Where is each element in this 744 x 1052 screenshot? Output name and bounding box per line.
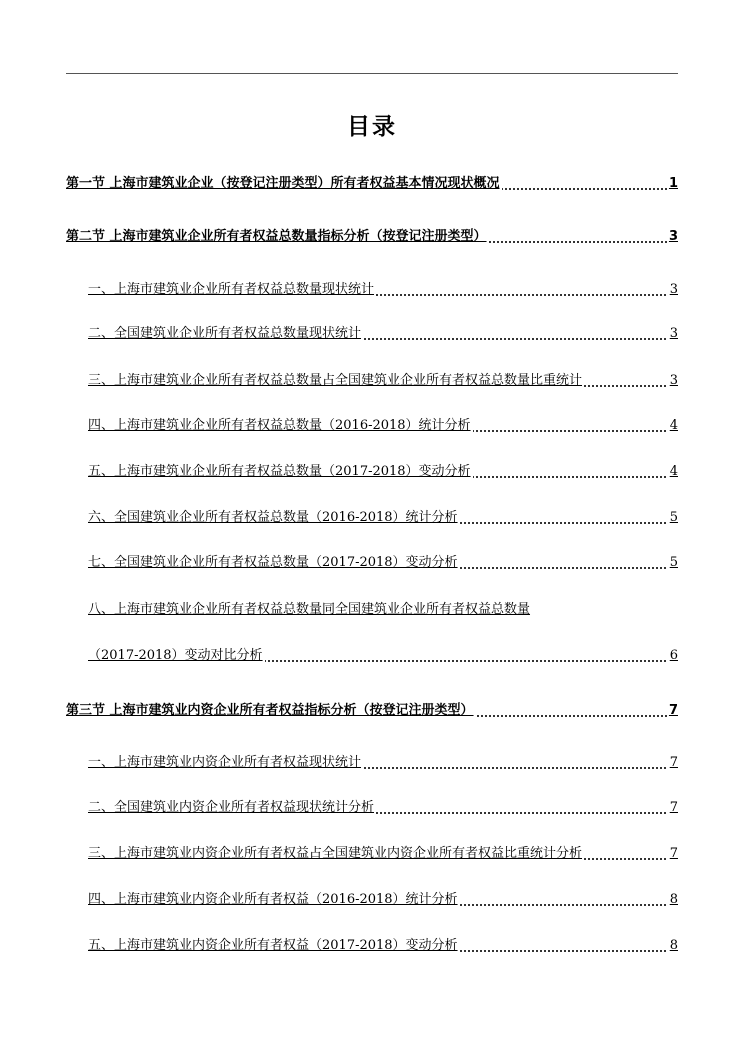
toc-entry-page: 8 xyxy=(668,890,678,910)
toc-entry-2-8[interactable] xyxy=(88,600,678,620)
toc-entry-text: 五、上海市建筑业企业所有者权益总数量（2017-2018）变动分析 xyxy=(88,462,473,482)
toc-entry-text: 一、上海市建筑业内资企业所有者权益现状统计 xyxy=(88,753,363,773)
toc-entry-text: 第二节 上海市建筑业企业所有者权益总数量指标分析（按登记注册类型） xyxy=(66,227,489,247)
toc-entry-text: 三、上海市建筑业企业所有者权益总数量占全国建筑业企业所有者权益总数量比重统计 xyxy=(88,371,584,391)
toc-entry-text: （2017-2018）变动对比分析 xyxy=(88,646,265,666)
toc-entry-text: 六、全国建筑业企业所有者权益总数量（2016-2018）统计分析 xyxy=(88,508,460,528)
toc-entry-page: 7 xyxy=(668,844,678,864)
toc-entry-2-7[interactable] xyxy=(88,553,678,573)
header-rule xyxy=(66,73,678,74)
toc-entry-text: 三、上海市建筑业内资企业所有者权益占全国建筑业内资企业所有者权益比重统计分析 xyxy=(88,844,584,864)
toc-entry-page: 6 xyxy=(668,646,678,666)
toc-entry-text: 七、全国建筑业企业所有者权益总数量（2017-2018）变动分析 xyxy=(88,553,460,573)
toc-entry-page: 5 xyxy=(668,553,678,573)
toc-entry-text: 二、全国建筑业企业所有者权益总数量现状统计 xyxy=(88,324,363,344)
toc-entry-2-4[interactable] xyxy=(88,416,678,436)
toc-entry-page: 7 xyxy=(668,753,678,773)
toc-entry-3-1[interactable] xyxy=(88,753,678,773)
toc-entry-page: 5 xyxy=(668,508,678,528)
toc-entry-page: 3 xyxy=(668,324,678,344)
toc-entry-section-1[interactable] xyxy=(66,174,678,194)
toc-entry-section-3[interactable] xyxy=(66,701,678,721)
toc-entry-2-3[interactable] xyxy=(88,371,678,391)
toc-entry-3-4[interactable] xyxy=(88,890,678,910)
toc-entry-text: 第一节 上海市建筑业企业（按登记注册类型）所有者权益基本情况现状概况 xyxy=(66,174,502,194)
toc-entry-text: 四、上海市建筑业内资企业所有者权益（2016-2018）统计分析 xyxy=(88,890,460,910)
toc-entry-2-5[interactable] xyxy=(88,462,678,482)
toc-entry-3-3[interactable] xyxy=(88,844,678,864)
toc-entry-3-2[interactable] xyxy=(88,798,678,818)
toc-title: 目录 xyxy=(347,114,397,140)
toc-entry-text: 二、全国建筑业内资企业所有者权益现状统计分析 xyxy=(88,798,376,818)
toc-entry-page: 7 xyxy=(668,798,678,818)
toc-entry-page: 4 xyxy=(668,416,678,436)
toc-entry-text: 五、上海市建筑业内资企业所有者权益（2017-2018）变动分析 xyxy=(88,936,460,956)
toc-entry-2-2[interactable] xyxy=(88,324,678,344)
toc-entry-2-6[interactable] xyxy=(88,508,678,528)
toc-entry-page: 1 xyxy=(667,174,678,194)
toc-entry-page: 4 xyxy=(668,462,678,482)
toc-entry-section-2[interactable] xyxy=(66,227,678,247)
toc-entry-text: 第三节 上海市建筑业内资企业所有者权益指标分析（按登记注册类型） xyxy=(66,701,476,721)
toc-entry-text: 一、上海市建筑业企业所有者权益总数量现状统计 xyxy=(88,280,376,300)
toc-entry-2-1[interactable] xyxy=(88,280,678,300)
toc-entry-2-8-continued[interactable] xyxy=(88,646,678,666)
toc-entry-page: 3 xyxy=(667,227,678,247)
toc-entry-page: 7 xyxy=(667,701,678,721)
toc-entry-text: 四、上海市建筑业企业所有者权益总数量（2016-2018）统计分析 xyxy=(88,416,473,436)
toc-entry-page: 3 xyxy=(668,371,678,391)
toc-entry-page: 3 xyxy=(668,280,678,300)
toc-entry-3-5[interactable] xyxy=(88,936,678,956)
toc-entry-page: 8 xyxy=(668,936,678,956)
toc-entry-text: 八、上海市建筑业企业所有者权益总数量同全国建筑业企业所有者权益总数量 xyxy=(88,600,532,620)
